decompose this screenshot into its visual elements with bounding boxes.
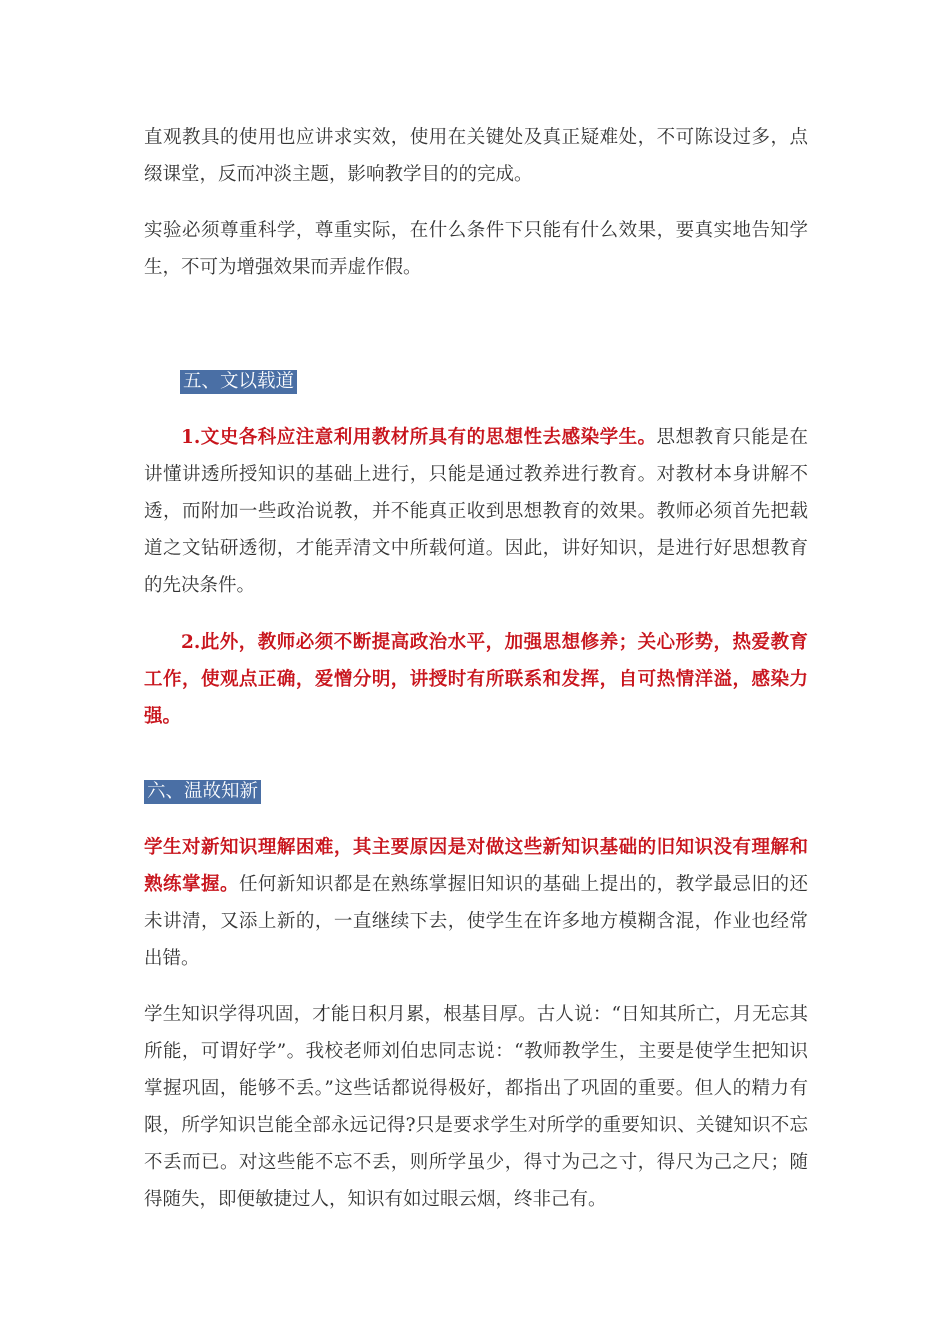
paragraph-consolidation: 学生知识学得巩固，才能日积月累，根基目厚。古人说：“日知其所亡，月无忘其所能，可谓好学”。我校老师刘伯忠同志说：“教师教学生，主要是使学生把知识掌握巩固，能够不丢。”这些话都说得极好，都指出了巩固的重要。但人的精力有限，所学知识岂能全部永远记得?只是要求学生对所学的重要知识、关键知识不忘不丢而已。对这些能不忘不丢，则所学虽少，得寸为己之寸，得尺为己之尺；随得随失，即便敏捷过人，知识有如过眼云烟，终非己有。 [144,1004,808,1210]
paragraph-point-1 [144,419,808,604]
paragraph-new-knowledge [144,829,808,977]
section-heading-6: 六、温故知新 [144,780,261,804]
paragraph-point-2 [144,624,808,735]
body-point-1: 思想教育只能是在讲懂讲透所授知识的基础上进行，只能是通过教养进行教育。对教材本身讲解不透，而附加一些政治说教，并不能真正收到思想教育的效果。教师必须首先把载道之文钻研透彻，才能弄清文中所载何道。因此，讲好知识，是进行好思想教育的先决条件。 [144,427,808,596]
section-heading-5: 五、文以载道 [180,370,297,394]
paragraph-teaching-aids: 直观教具的使用也应讲求实效，使用在关键处及真正疑难处，不可陈设过多，点缀课堂，反而冲淡主题，影响教学目的的完成。 [144,127,808,185]
paragraph-experiments: 实验必须尊重科学，尊重实际，在什么条件下只能有什么效果，要真实地告知学生，不可为增强效果而弄虚作假。 [144,220,808,278]
emphasis-point-1: 1.文史各科应注意利用教材所具有的思想性去感染学生。 [181,427,657,448]
body-new-knowledge: 任何新知识都是在熟练掌握旧知识的基础上提出的，教学最忌旧的还未讲清，又添上新的，一直继续下去，使学生在许多地方模糊含混，作业也经常出错。 [144,874,808,969]
emphasis-point-2: 2.此外，教师必须不断提高政治水平，加强思想修养；关心形势，热爱教育工作，使观点正确，爱憎分明，讲授时有所联系和发挥，自可热情洋溢，感染力强。 [144,632,808,727]
emphasis-new-knowledge: 学生对新知识理解困难，其主要原因是对做这些新知识基础的旧知识没有理解和熟练掌握。 [144,837,808,895]
